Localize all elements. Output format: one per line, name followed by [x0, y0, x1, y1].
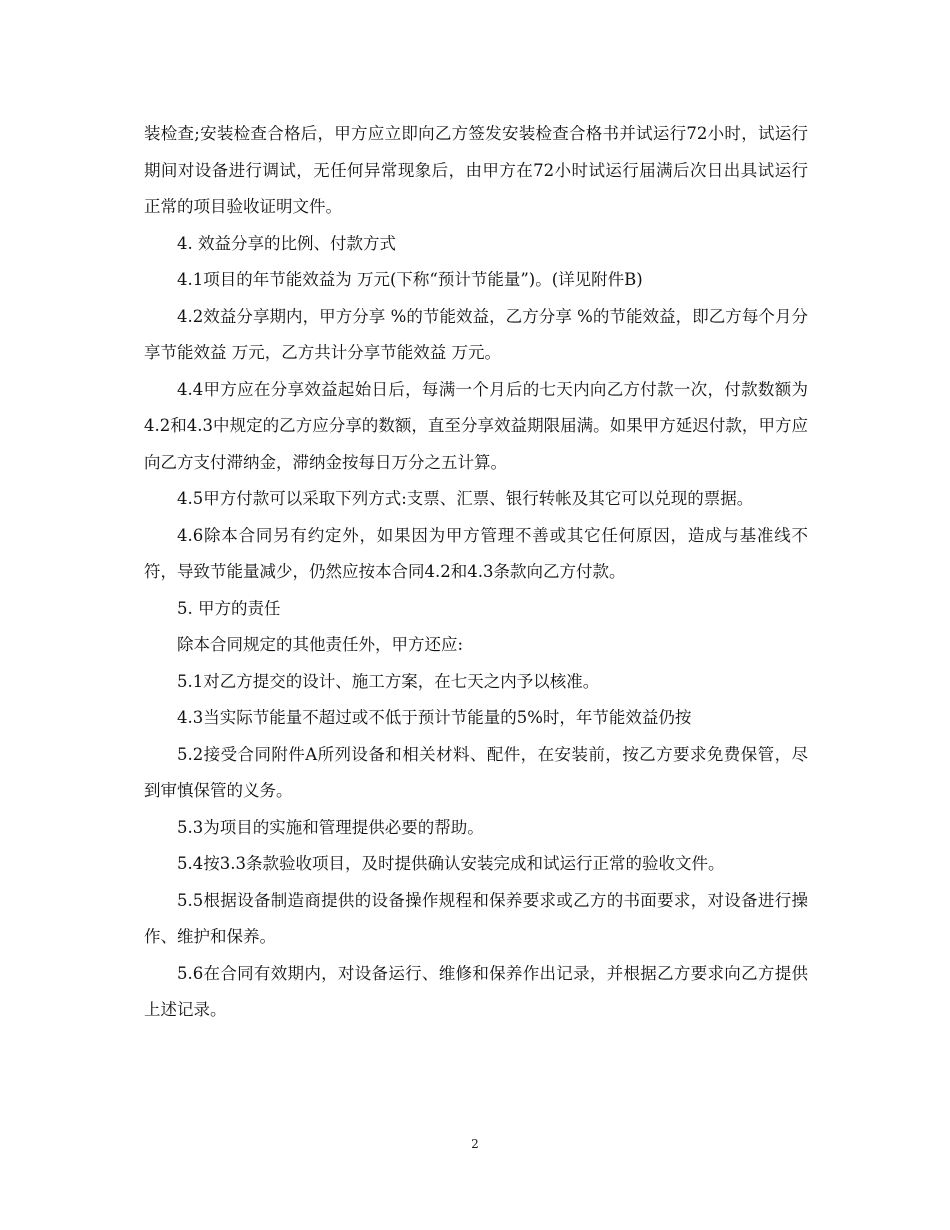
paragraph: 5.6在合同有效期内，对设备运行、维修和保养作出记录，并根据乙方要求向乙方提供上述记录。 — [144, 963, 808, 1019]
paragraph: 4.1项目的年节能效益为 万元(下称“预计节能量”)。(详见附件B) — [177, 270, 643, 289]
paragraph: 4.3当实际节能量不超过或不低于预计节能量的5%时，年节能效益仍按 — [177, 708, 692, 727]
paragraph: 5.2接受合同附件A所列设备和相关材料、配件，在安装前，按乙方要求免费保管，尽到审慎保管的义务。 — [144, 744, 808, 800]
paragraph: 除本合同规定的其他责任外，甲方还应: — [177, 635, 464, 654]
paragraph: 装检查;安装检查合格后，甲方应立即向乙方签发安装检查合格书并试运行72小时，试运行期间对设备进行调试，无任何异常现象后，由甲方在72小时试运行届满后次日出具试运行正常的项目验收证明文件。 — [144, 124, 808, 216]
paragraph: 5.5根据设备制造商提供的设备操作规程和保养要求或乙方的书面要求，对设备进行操作、维护和保养。 — [144, 890, 808, 946]
paragraph: 4.6除本合同另有约定外，如果因为甲方管理不善或其它任何原因，造成与基准线不符，导致节能量减少，仍然应按本合同4.2和4.3条款向乙方付款。 — [144, 525, 808, 581]
document-body — [144, 116, 808, 1029]
section-heading: 4. 效益分享的比例、付款方式 — [177, 233, 396, 253]
paragraph: 4.5甲方付款可以采取下列方式:支票、汇票、银行转帐及其它可以兑现的票据。 — [177, 489, 754, 508]
paragraph: 5.4按3.3条款验收项目，及时提供确认安装完成和试运行正常的验收文件。 — [177, 854, 725, 873]
page-number: 2 — [471, 1137, 479, 1151]
paragraph: 5.3为项目的实施和管理提供必要的帮助。 — [177, 817, 484, 837]
paragraph: 4.4甲方应在分享效益起始日后，每满一个月后的七天内向乙方付款一次，付款数额为4.2和4.3中规定的乙方应分享的数额，直至分享效益期限届满。如果甲方延迟付款，甲方应向乙方支付滞纳金，滞纳金按每日万分之五计算。 — [144, 379, 808, 472]
section-heading: 5. 甲方的责任 — [177, 598, 281, 618]
paragraph: 5.1对乙方提交的设计、施工方案，在七天之内予以核准。 — [177, 671, 600, 691]
paragraph: 4.2效益分享期内，甲方分享 %的节能效益，乙方分享 %的节能效益，即乙方每个月分享节能效益 万元，乙方共计分享节能效益 万元。 — [144, 306, 808, 362]
